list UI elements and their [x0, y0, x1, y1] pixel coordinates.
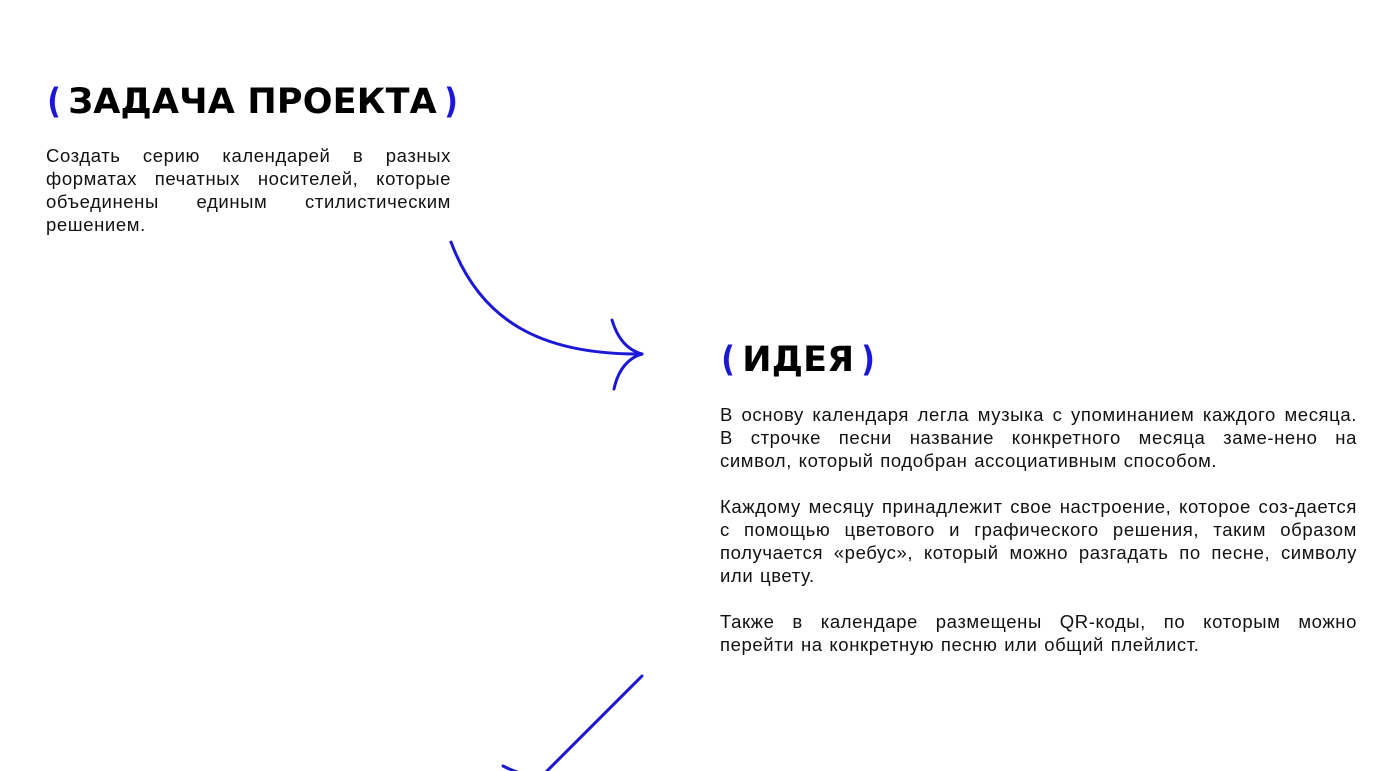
- idea-paragraph-1: В основу календаря легла музыка с упоминанием каждого месяца. В строчке песни название конкретного месяца заме-нено на символ, который подобран ассоциативным способом.: [720, 404, 1357, 471]
- idea-paragraph-3: Также в календаре размещены QR-коды, по которым можно перейти на конкретную песню или общий плейлист.: [720, 611, 1357, 655]
- open-bracket: (: [47, 82, 61, 122]
- close-bracket: ): [861, 340, 876, 380]
- diagonal-arrow-down-left-icon: [503, 676, 642, 771]
- idea-paragraph-2: Каждому месяцу принадлежит свое настроение, которое соз-дается с помощью цветового и графического решения, таким образом получается «ребус», который можно разгадать по песне, символу или цвету.: [720, 496, 1357, 586]
- close-bracket: ): [444, 82, 458, 122]
- task-section: [46, 82, 458, 236]
- task-title: ЗАДАЧА ПРОЕКТА: [68, 82, 437, 122]
- curved-arrow-right-icon: [451, 242, 642, 389]
- task-heading: [46, 82, 458, 122]
- idea-heading: [720, 340, 1357, 380]
- open-bracket: (: [721, 340, 735, 380]
- idea-title: ИДЕЯ: [742, 340, 855, 380]
- idea-section: [720, 340, 1357, 656]
- task-description: Создать серию календарей в разных форматах печатных носителей, которые объединены единым стилистическим решением.: [46, 145, 451, 235]
